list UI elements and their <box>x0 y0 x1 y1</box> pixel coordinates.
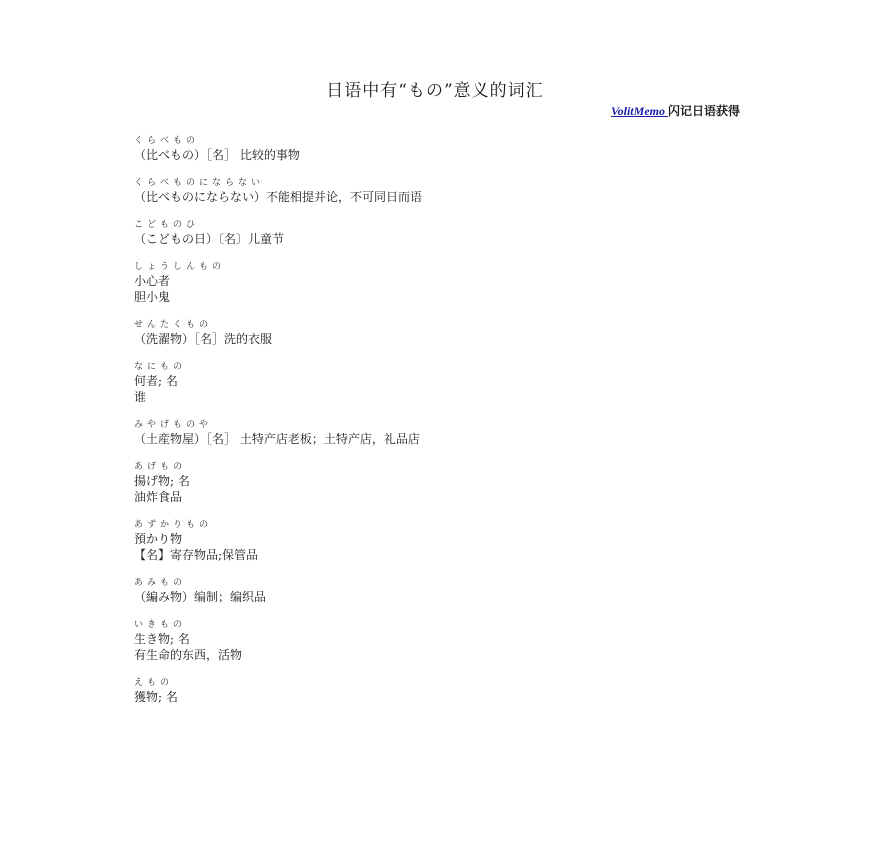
vocab-entry <box>134 362 734 405</box>
vocab-reading: えもの <box>134 678 174 688</box>
vocab-reading: あげもの <box>134 462 187 472</box>
vocab-reading: なにもの <box>134 362 187 372</box>
vocab-reading: しょうしんもの <box>134 262 226 272</box>
vocab-definition-line: 油炸食品 <box>134 490 183 504</box>
vocab-entry <box>134 262 734 305</box>
vocab-entry <box>134 678 734 705</box>
vocab-entry <box>134 578 734 605</box>
vocab-entry <box>134 420 734 447</box>
vocab-entry <box>134 136 734 163</box>
vocab-entry <box>134 620 734 663</box>
vocab-definition-line: （こどもの日）〔名〕儿童节 <box>134 232 285 246</box>
source-credit <box>611 102 740 119</box>
vocab-entry <box>134 462 734 505</box>
vocab-definition-line: 何者; 名 <box>134 374 178 388</box>
vocab-definition-line: （土産物屋）［名］ 土特产店老板；土特产店，礼品店 <box>134 432 420 446</box>
vocab-reading: あずかりもの <box>134 520 213 530</box>
vocab-reading: こどものひ <box>134 220 200 230</box>
volitmemo-link[interactable]: VolitMemo <box>610 104 668 118</box>
vocab-definition-line: 小心者 <box>134 274 171 288</box>
vocab-definition-line: （編み物）编制；编织品 <box>134 590 267 604</box>
vocab-entry <box>134 320 734 347</box>
document-title: 日语中有“もの”意义的词汇 <box>326 81 544 101</box>
vocab-reading: いきもの <box>134 620 187 630</box>
vocab-entry <box>134 220 734 247</box>
vocabulary-list <box>134 136 734 705</box>
vocab-definition-line: （比べものにならない）不能相提并论，不可同日而语 <box>134 190 423 204</box>
vocab-reading: くらべものにならない <box>134 178 265 188</box>
vocab-definition-line: （比べもの）［名］ 比较的事物 <box>134 148 300 162</box>
vocab-definition-line: 預かり物 <box>134 532 183 546</box>
vocab-definition-line: 獲物; 名 <box>134 690 178 704</box>
vocab-definition-line: 胆小鬼 <box>134 290 171 304</box>
vocab-definition-line: 生き物; 名 <box>134 632 190 646</box>
vocab-reading: くらべもの <box>134 136 200 146</box>
source-suffix: 闪记日语获得 <box>667 104 740 118</box>
vocab-definition-line: 揚げ物; 名 <box>134 474 190 488</box>
vocab-reading: せんたくもの <box>134 320 213 330</box>
vocab-definition-line: 谁 <box>134 390 147 404</box>
vocab-definition-line: 【名】寄存物品;保管品 <box>134 548 259 562</box>
vocab-definition-line: 有生命的东西，活物 <box>134 648 243 662</box>
vocab-reading: みやげものや <box>134 420 213 430</box>
vocab-definition-line: （洗濯物）［名］洗的衣服 <box>134 332 273 346</box>
vocab-entry <box>134 520 734 563</box>
vocab-entry <box>134 178 734 205</box>
vocab-reading: あみもの <box>134 578 187 588</box>
